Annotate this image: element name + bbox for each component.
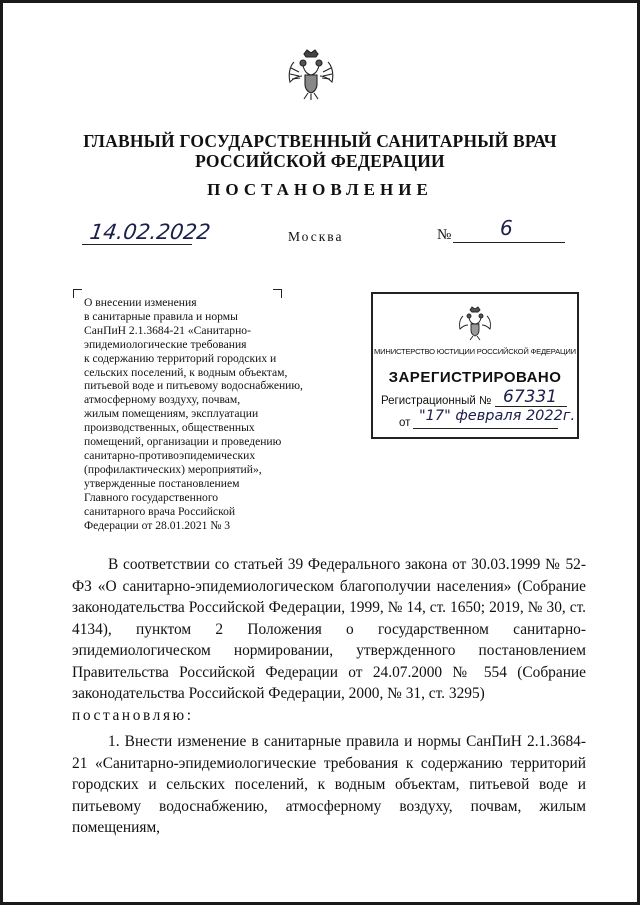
document-number: 6 [500, 216, 513, 240]
stamp-date-underline [413, 428, 558, 429]
number-underline [453, 242, 565, 243]
document-subject [84, 296, 303, 532]
stamp-registration-date: "17" февраля 2022г. [419, 408, 576, 424]
subject-line: атмосферному воздуху, почвам, [84, 393, 241, 407]
registration-stamp [371, 292, 579, 439]
stamp-regnum-label: Регистрационный № [381, 395, 492, 407]
stamp-regnum-underline [495, 406, 567, 407]
document-date: 14.02.2022 [88, 220, 212, 244]
subject-line: сельских поселений, к водным объектам, [84, 365, 288, 379]
subject-line: (профилактических) мероприятий», [84, 462, 262, 476]
subject-line: Главного государственного [84, 490, 219, 504]
coat-of-arms-icon [286, 48, 336, 102]
stamp-from-label: от [399, 417, 411, 429]
authority-line-2: РОССИЙСКОЙ ФЕДЕРАЦИИ [195, 151, 445, 171]
subject-line: утвержденные постановлением [84, 476, 240, 490]
subject-line: санитарно-противоэпидемических [84, 448, 256, 462]
item-1-text: 1. Внести изменение в санитарные правила и нормы СанПиН 2.1.3684-21 «Санитарно-эпидемиологические требования к содержанию территорий городских и сельских поселений, к водным объектам, питьевой воде и питьевому водоснабжению, атмосферному воздуху, почвам, жилым помещениям, [72, 733, 586, 836]
stamp-regnum-value: 67331 [503, 387, 558, 407]
subject-line: санитарного врача Российской [84, 504, 236, 518]
decree-word: постановляю: [72, 706, 194, 724]
subject-line: питьевой воде и питьевому водоснабжению, [84, 379, 303, 393]
issuing-authority [60, 131, 580, 171]
authority-line-1: ГЛАВНЫЙ ГОСУДАРСТВЕННЫЙ САНИТАРНЫЙ ВРАЧ [83, 131, 557, 151]
date-underline [82, 244, 192, 245]
stamp-registered: ЗАРЕГИСТРИРОВАНО [388, 369, 562, 386]
subject-line: к содержанию территорий городских и [84, 351, 277, 365]
subject-corner-left [73, 289, 82, 298]
subject-line: СанПиН 2.1.3684-21 «Санитарно- [84, 323, 251, 337]
subject-line: помещений, организации и проведению [84, 435, 282, 449]
document-city: Москва [288, 229, 344, 244]
document-number-label: № [437, 227, 452, 243]
body-paragraph-1 [72, 554, 586, 726]
subject-line: в санитарные правила и нормы [84, 309, 238, 323]
stamp-ministry: МИНИСТЕРСТВО ЮСТИЦИИ РОССИЙСКОЙ ФЕДЕРАЦИИ [374, 347, 576, 356]
subject-line: жилым помещениям, эксплуатации [84, 407, 259, 421]
scan-border-left [0, 0, 3, 905]
subject-line: Федерации от 28.01.2021 № 3 [84, 518, 231, 532]
body-paragraph-2 [72, 731, 586, 839]
subject-line: производственных, общественных [84, 421, 255, 435]
subject-line: О внесении изменения [84, 296, 197, 309]
subject-line: эпидемиологические требования [84, 337, 247, 351]
document-type-title: ПОСТАНОВЛЕНИЕ [207, 180, 433, 199]
scan-border-top [0, 0, 640, 3]
stamp-coat-of-arms-icon [457, 306, 493, 342]
preamble-text: В соответствии со статьей 39 Федерального закона от 30.03.1999 № 52-ФЗ «О санитарно-эпидемиологическом благополучии населения» (Собрание законодательства Российской Федерации, 1999, № 14, ст. 1650; 2019, № 30, ст. 4134), пунктом 2 Положения о государственном санитарно-эпидемиологическом нормировании, утвержденного постановлением Правительства Российской Федерации от 24.07.2000 № 554 (Собрание законодательства Российской Федерации, 2000, № 31, ст. 3295) [72, 556, 586, 702]
